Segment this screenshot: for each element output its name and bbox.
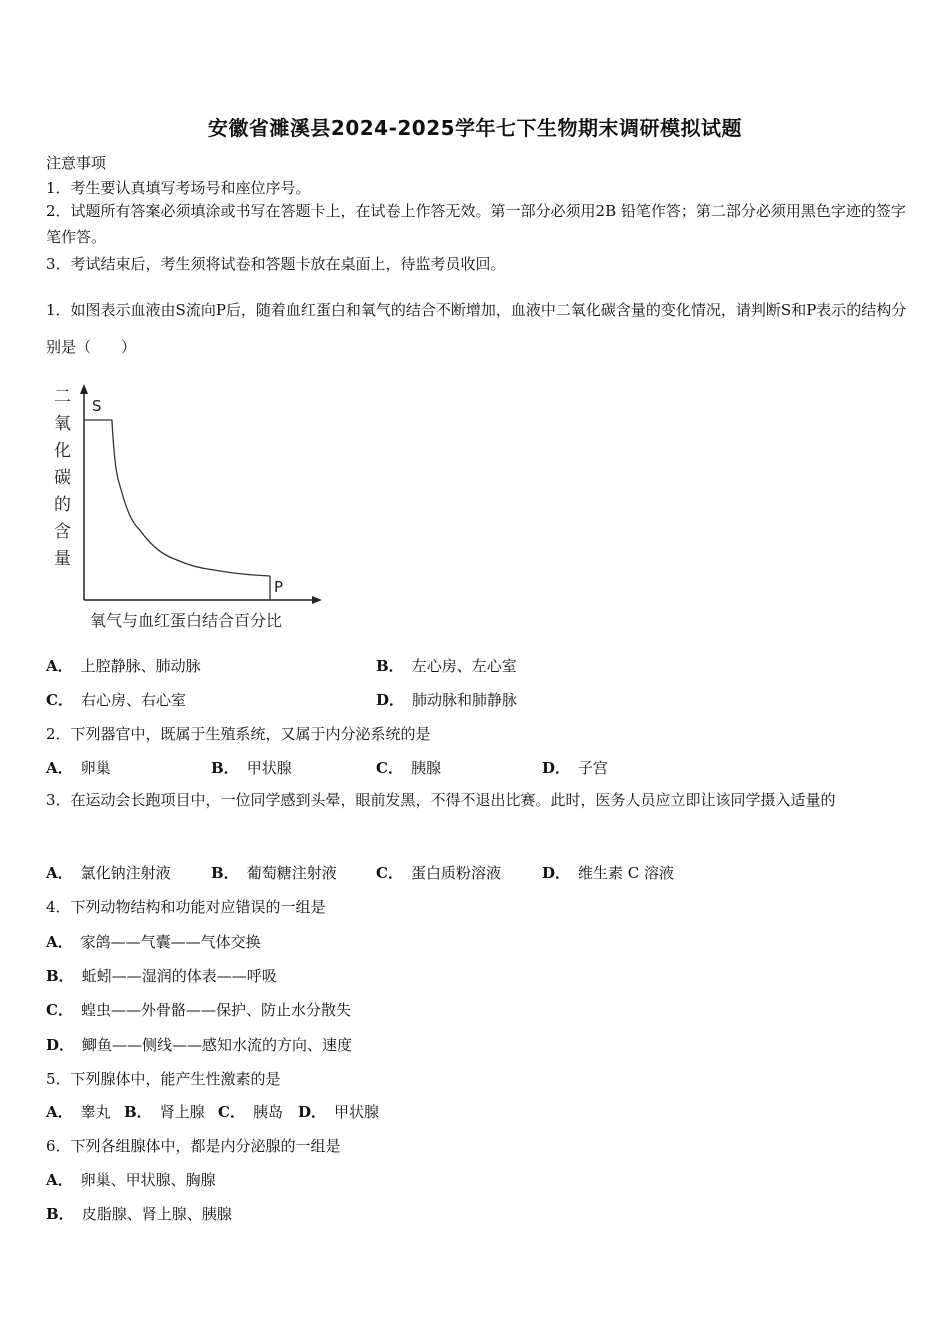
chart-ylabel-5: 的 <box>54 495 71 515</box>
q4-option-b-text: 蚯蚓——湿润的体表——呼吸 <box>81 967 277 985</box>
question-3-stem: 3．在运动会长跑项目中，一位同学感到头晕，眼前发黑，不得不退出比赛。此时，医务人员应立即让该同学摄入适量的 <box>46 791 836 809</box>
q3-option-a[interactable] <box>46 862 171 883</box>
chart-ylabel-4: 碳 <box>54 468 71 488</box>
q2-option-b[interactable] <box>211 757 292 778</box>
q3-option-d-text: 维生素 C 溶液 <box>578 864 675 882</box>
q4-option-d-letter: D． <box>46 1036 75 1054</box>
chart-xlabel: 氧气与血红蛋白结合百分比 <box>90 611 283 630</box>
q4-option-c-text: 蝗虫——外骨骼——保护、防止水分散失 <box>80 1001 351 1019</box>
q5-option-a[interactable] <box>46 1101 111 1122</box>
q6-option-b-text: 皮脂腺、肾上腺、胰腺 <box>81 1205 232 1223</box>
q4-option-a[interactable] <box>46 931 261 952</box>
q6-option-a-text: 卵巢、甲状腺、胸腺 <box>80 1171 216 1189</box>
q3-option-d-letter: D． <box>542 864 571 882</box>
q5-option-c-text: 胰岛 <box>252 1103 283 1121</box>
q1-option-a-letter: A． <box>46 657 73 675</box>
q1-option-b-letter: B． <box>376 657 404 675</box>
q3-option-c-letter: C． <box>376 864 403 882</box>
q1-option-c[interactable] <box>46 689 186 710</box>
q2-option-a[interactable] <box>46 757 111 778</box>
q5-option-c-letter: C． <box>218 1103 245 1121</box>
q3-option-b[interactable] <box>211 862 337 883</box>
notice-item-3: 3．考试结束后，考生须将试卷和答题卡放在桌面上，待监考员收回。 <box>46 255 506 273</box>
q2-option-b-text: 甲状腺 <box>246 759 292 777</box>
q5-option-a-text: 睾丸 <box>80 1103 111 1121</box>
q2-option-d-letter: D． <box>542 759 571 777</box>
notice-item-2: 2．试题所有答案必须填涂或书写在答题卡上，在试卷上作答无效。第一部分必须用2B 铅笔作答；第二部分必须用黑色字迹的签字笔作答。 <box>46 202 906 246</box>
q2-option-d[interactable] <box>542 757 608 778</box>
q2-option-a-letter: A． <box>46 759 73 777</box>
q1-option-c-letter: C． <box>46 691 73 709</box>
q2-option-b-letter: B． <box>211 759 239 777</box>
q2-option-c-text: 胰腺 <box>410 759 441 777</box>
q3-option-c-text: 蛋白质粉溶液 <box>410 864 501 882</box>
q6-option-b-letter: B． <box>46 1205 74 1223</box>
q2-option-c[interactable] <box>376 757 441 778</box>
question-2-stem: 2．下列器官中，既属于生殖系统，又属于内分泌系统的是 <box>46 725 431 743</box>
q5-option-d[interactable] <box>298 1101 379 1122</box>
chart-end-label: P <box>274 578 284 596</box>
chart-x-arrow <box>312 596 322 604</box>
q1-option-b[interactable] <box>376 655 517 676</box>
q4-option-b[interactable] <box>46 965 277 986</box>
co2-curve-chart <box>48 382 348 637</box>
chart-y-arrow <box>80 384 88 394</box>
chart-ylabel-2: 氧 <box>54 414 71 434</box>
question-1-stem: 1．如图表示血液由S流向P后，随着血红蛋白和氧气的结合不断增加，血液中二氧化碳含量的变化情况，请判断S和P表示的结构分别是（ ） <box>46 301 907 356</box>
q2-option-d-text: 子宫 <box>578 759 609 777</box>
question-4-stem: 4．下列动物结构和功能对应错误的一组是 <box>46 898 326 916</box>
q6-option-a[interactable] <box>46 1169 216 1190</box>
q3-option-d[interactable] <box>542 862 674 883</box>
q5-option-b-text: 肾上腺 <box>159 1103 205 1121</box>
q5-option-a-letter: A． <box>46 1103 73 1121</box>
q3-option-a-text: 氯化钠注射液 <box>80 864 171 882</box>
chart-ylabel-6: 含 <box>54 522 71 542</box>
q1-option-c-text: 右心房、右心室 <box>80 691 186 709</box>
q2-option-c-letter: C． <box>376 759 403 777</box>
q4-option-d-text: 鲫鱼——侧线——感知水流的方向、速度 <box>82 1036 353 1054</box>
q5-option-d-text: 甲状腺 <box>334 1103 380 1121</box>
q4-option-c[interactable] <box>46 999 351 1020</box>
q3-option-c[interactable] <box>376 862 501 883</box>
question-5-stem: 5．下列腺体中，能产生性激素的是 <box>46 1070 281 1088</box>
page-title: 安徽省濉溪县2024-2025学年七下生物期末调研模拟试题 <box>207 116 743 140</box>
q5-option-b-letter: B． <box>124 1103 152 1121</box>
q1-option-d-text: 肺动脉和肺静脉 <box>412 691 518 709</box>
chart-ylabel-3: 化 <box>54 441 71 461</box>
q1-option-a-text: 上腔静脉、肺动脉 <box>80 657 201 675</box>
chart-start-label: S <box>92 397 102 415</box>
q6-option-b[interactable] <box>46 1203 232 1224</box>
q2-option-a-text: 卵巢 <box>80 759 111 777</box>
notice-heading: 注意事项 <box>46 154 107 172</box>
q1-option-d-letter: D． <box>376 691 405 709</box>
q3-option-b-text: 葡萄糖注射液 <box>246 864 337 882</box>
q6-option-a-letter: A． <box>46 1171 73 1189</box>
q3-option-a-letter: A． <box>46 864 73 882</box>
q5-option-c[interactable] <box>218 1101 283 1122</box>
q4-option-a-letter: A． <box>46 933 73 951</box>
q4-option-b-letter: B． <box>46 967 74 985</box>
notice-item-1: 1．考生要认真填写考场号和座位序号。 <box>46 179 311 197</box>
chart-ylabel-7: 量 <box>54 549 71 569</box>
q5-option-d-letter: D． <box>298 1103 327 1121</box>
q4-option-a-text: 家鸽——气囊——气体交换 <box>80 933 261 951</box>
q5-option-b[interactable] <box>124 1101 205 1122</box>
chart-curve <box>84 420 270 576</box>
question-6-stem: 6．下列各组腺体中，都是内分泌腺的一组是 <box>46 1137 341 1155</box>
q1-option-b-text: 左心房、左心室 <box>411 657 517 675</box>
chart-ylabel-1: 二 <box>54 387 71 407</box>
q3-option-b-letter: B． <box>211 864 239 882</box>
q4-option-c-letter: C． <box>46 1001 73 1019</box>
q1-option-d[interactable] <box>376 689 517 710</box>
q4-option-d[interactable] <box>46 1034 352 1055</box>
q1-option-a[interactable] <box>46 655 201 676</box>
